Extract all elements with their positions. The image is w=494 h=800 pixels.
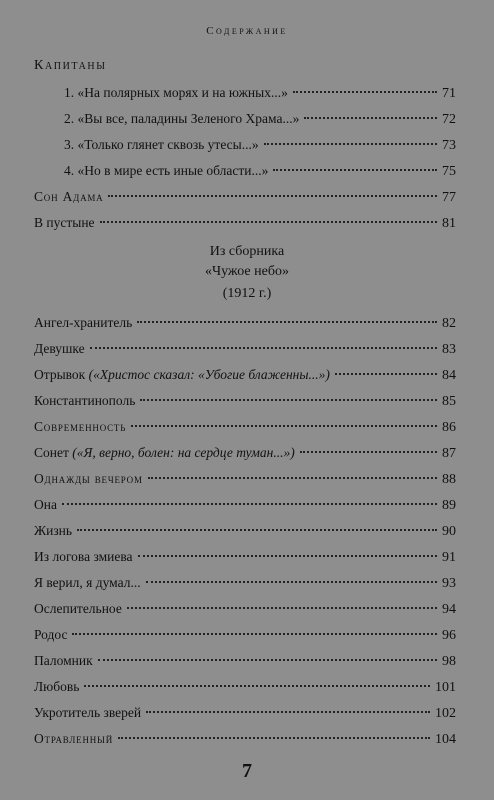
entry-page-number: 73 bbox=[442, 138, 456, 153]
entry-title: Однажды вечером bbox=[34, 471, 143, 486]
entry-title-italic: («Я, верно, болен: на сердце туман...») bbox=[72, 445, 295, 460]
toc-entry[interactable] bbox=[34, 730, 456, 749]
dot-leader bbox=[98, 659, 437, 661]
dot-leader bbox=[84, 685, 430, 687]
collection-heading-year: (1912 г.) bbox=[222, 286, 272, 301]
entry-title: Девушке bbox=[34, 341, 85, 356]
entry-page-number: 86 bbox=[442, 420, 456, 435]
entry-page-number: 84 bbox=[442, 368, 456, 383]
entry-title: Укротитель зверей bbox=[34, 705, 142, 720]
entry-title: Я верил, я думал... bbox=[34, 575, 141, 590]
entry-title: Паломник bbox=[34, 653, 93, 668]
entry-title: Ослепительное bbox=[34, 601, 122, 616]
page-number: 7 bbox=[242, 760, 252, 782]
entry-page-number: 82 bbox=[442, 316, 456, 331]
dot-leader bbox=[90, 347, 437, 349]
entry-page-number: 101 bbox=[435, 680, 456, 695]
dot-leader bbox=[140, 399, 437, 401]
entry-title: Жизнь bbox=[34, 523, 73, 538]
entry-title: 2. «Вы все, паладины Зеленого Храма...» bbox=[64, 111, 300, 126]
entry-page-number: 90 bbox=[442, 524, 456, 539]
dot-leader bbox=[146, 711, 430, 713]
entry-title: 1. «На полярных морях и на южных...» bbox=[64, 85, 288, 100]
dot-leader bbox=[137, 321, 437, 323]
toc-entry[interactable] bbox=[34, 522, 456, 541]
dot-leader bbox=[131, 425, 437, 427]
entry-page-number: 91 bbox=[442, 550, 456, 565]
entry-title-main: Отрывок bbox=[34, 367, 86, 382]
running-head: Содержание bbox=[206, 25, 288, 37]
toc-entry[interactable] bbox=[64, 84, 456, 103]
dot-leader bbox=[335, 373, 437, 375]
entry-title: Отравленный bbox=[34, 731, 114, 746]
entry-page-number: 104 bbox=[435, 732, 456, 747]
toc-entry[interactable] bbox=[34, 574, 456, 593]
dot-leader bbox=[62, 503, 437, 505]
entry-page-number: 89 bbox=[442, 498, 456, 513]
entry-page-number: 96 bbox=[442, 628, 456, 643]
dot-leader bbox=[300, 451, 437, 453]
toc-entry[interactable] bbox=[34, 314, 456, 333]
toc-entry[interactable] bbox=[34, 470, 456, 489]
dot-leader bbox=[293, 91, 437, 93]
entry-page-number: 94 bbox=[442, 602, 456, 617]
entry-title: Ангел-хранитель bbox=[34, 315, 133, 330]
dot-leader bbox=[127, 607, 437, 609]
toc-entry[interactable] bbox=[34, 418, 456, 437]
dot-leader bbox=[100, 221, 437, 223]
toc-entry[interactable] bbox=[34, 600, 456, 619]
entry-page-number: 102 bbox=[435, 706, 456, 721]
entry-page-number: 87 bbox=[442, 446, 456, 461]
dot-leader bbox=[118, 737, 430, 739]
entry-title: Сон Адама bbox=[34, 189, 104, 204]
entry-page-number: 83 bbox=[442, 342, 456, 357]
toc-entry[interactable] bbox=[34, 392, 456, 411]
toc-entry[interactable] bbox=[34, 340, 456, 359]
toc-entry[interactable] bbox=[34, 678, 456, 697]
entry-page-number: 98 bbox=[442, 654, 456, 669]
entry-title: 4. «Но в мире есть иные области...» bbox=[64, 163, 269, 178]
toc-entry[interactable] bbox=[64, 136, 456, 155]
entry-title: Из логова змиева bbox=[34, 549, 133, 564]
entry-title: Любовь bbox=[34, 679, 80, 694]
entry-title: Родос bbox=[34, 627, 68, 642]
dot-leader bbox=[108, 195, 437, 197]
entry-title: В пустыне bbox=[34, 215, 95, 230]
toc-entry[interactable] bbox=[34, 496, 456, 515]
collection-heading-title: «Чужое небо» bbox=[205, 264, 289, 279]
entry-page-number: 81 bbox=[442, 216, 456, 231]
entry-title-main: Сонет bbox=[34, 445, 69, 460]
entry-title bbox=[34, 444, 295, 462]
entry-page-number: 72 bbox=[442, 112, 456, 127]
dot-leader bbox=[264, 143, 437, 145]
entry-page-number: 85 bbox=[442, 394, 456, 409]
toc-entry[interactable] bbox=[34, 626, 456, 645]
dot-leader bbox=[148, 477, 437, 479]
collection-heading-line1: Из сборника bbox=[209, 244, 285, 259]
toc-entry[interactable] bbox=[64, 162, 456, 181]
dot-leader bbox=[72, 633, 437, 635]
entry-page-number: 71 bbox=[442, 86, 456, 101]
toc-entry[interactable] bbox=[34, 652, 456, 671]
dot-leader bbox=[146, 581, 437, 583]
toc-entry[interactable] bbox=[34, 444, 456, 463]
entry-title: Константинополь bbox=[34, 393, 136, 408]
toc-entry[interactable] bbox=[34, 704, 456, 723]
toc-entry[interactable] bbox=[34, 548, 456, 567]
entry-title: 3. «Только глянет сквозь утесы...» bbox=[64, 137, 259, 152]
section-title: Капитаны bbox=[34, 58, 107, 73]
entry-title: Современность bbox=[34, 419, 127, 434]
entry-page-number: 88 bbox=[442, 472, 456, 487]
entry-title-italic: («Христос сказал: «Убогие блаженны...») bbox=[88, 367, 330, 382]
entry-page-number: 75 bbox=[442, 164, 456, 179]
toc-entry[interactable] bbox=[34, 366, 456, 385]
dot-leader bbox=[138, 555, 437, 557]
dot-leader bbox=[273, 169, 437, 171]
entry-title bbox=[34, 366, 330, 384]
entry-page-number: 93 bbox=[442, 576, 456, 591]
dot-leader bbox=[77, 529, 437, 531]
toc-entry[interactable] bbox=[34, 188, 456, 207]
dot-leader bbox=[304, 117, 437, 119]
entry-title: Она bbox=[34, 497, 57, 512]
entry-page-number: 77 bbox=[442, 190, 456, 205]
toc-entry[interactable] bbox=[34, 214, 456, 233]
toc-entry[interactable] bbox=[64, 110, 456, 129]
